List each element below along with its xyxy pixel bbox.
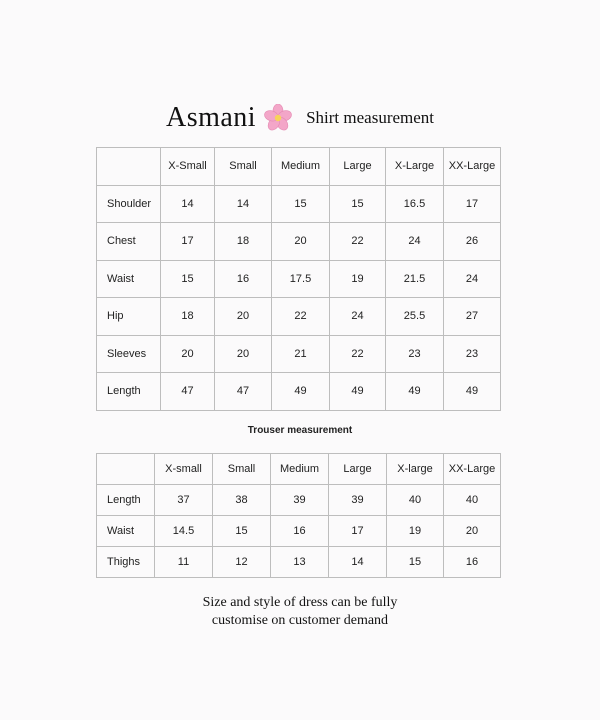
column-header: Large	[330, 148, 386, 186]
table-cell: 49	[272, 373, 330, 411]
column-header: Medium	[272, 148, 330, 186]
pink-flower-icon	[264, 104, 292, 132]
table-row	[97, 298, 501, 336]
table-cell: 15	[213, 516, 271, 547]
table-cell: 14.5	[155, 516, 213, 547]
column-header: XX-Large	[444, 148, 501, 186]
table-cell: 18	[161, 298, 215, 336]
row-label: Shoulder	[97, 185, 161, 223]
table-cell: 15	[387, 547, 444, 578]
table-cell: 17.5	[272, 260, 330, 298]
table-cell: 16	[215, 260, 272, 298]
column-header: XX-Large	[444, 454, 501, 485]
table-row	[97, 373, 501, 411]
corner-cell	[97, 148, 161, 186]
table-cell: 15	[272, 185, 330, 223]
column-header: X-large	[387, 454, 444, 485]
table-cell: 18	[215, 223, 272, 261]
table-cell: 19	[330, 260, 386, 298]
row-label: Chest	[97, 223, 161, 261]
table-cell: 16	[271, 516, 329, 547]
row-label: Sleeves	[97, 335, 161, 373]
row-label: Thighs	[97, 547, 155, 578]
table-cell: 12	[213, 547, 271, 578]
table-cell: 37	[155, 485, 213, 516]
table-cell: 21.5	[386, 260, 444, 298]
table-cell: 39	[271, 485, 329, 516]
table-cell: 14	[161, 185, 215, 223]
trouser-size-table	[96, 453, 501, 578]
table-cell: 39	[329, 485, 387, 516]
table-cell: 22	[330, 335, 386, 373]
table-cell: 20	[215, 298, 272, 336]
table-cell: 14	[329, 547, 387, 578]
table-cell: 15	[330, 185, 386, 223]
table-row	[97, 485, 501, 516]
table-cell: 38	[213, 485, 271, 516]
table-cell: 27	[444, 298, 501, 336]
column-header: X-small	[155, 454, 213, 485]
table-cell: 40	[387, 485, 444, 516]
table-row	[97, 516, 501, 547]
table-cell: 17	[444, 185, 501, 223]
table-cell: 25.5	[386, 298, 444, 336]
corner-cell	[97, 454, 155, 485]
column-header: Large	[329, 454, 387, 485]
table-cell: 24	[330, 298, 386, 336]
table-row	[97, 223, 501, 261]
table-cell: 47	[161, 373, 215, 411]
note-line-1: Size and style of dress can be fully	[202, 595, 398, 610]
note-line-2: customise on customer demand	[211, 613, 389, 628]
table-cell: 21	[272, 335, 330, 373]
table-cell: 47	[215, 373, 272, 411]
column-header: Small	[215, 148, 272, 186]
page-header	[0, 100, 600, 136]
table-cell: 17	[161, 223, 215, 261]
table-cell: 24	[386, 223, 444, 261]
row-label: Waist	[97, 516, 155, 547]
table-cell: 16	[444, 547, 501, 578]
trouser-measurement-title: Trouser measurement	[247, 425, 353, 436]
row-label: Hip	[97, 298, 161, 336]
table-cell: 49	[386, 373, 444, 411]
table-cell: 20	[444, 516, 501, 547]
table-cell: 26	[444, 223, 501, 261]
table-cell: 40	[444, 485, 501, 516]
table-cell: 16.5	[386, 185, 444, 223]
column-header: X-Large	[386, 148, 444, 186]
row-label: Length	[97, 485, 155, 516]
table-cell: 13	[271, 547, 329, 578]
table-cell: 23	[386, 335, 444, 373]
table-cell: 17	[329, 516, 387, 547]
table-row	[97, 185, 501, 223]
shirt-size-table	[96, 147, 501, 411]
table-cell: 15	[161, 260, 215, 298]
table-cell: 22	[330, 223, 386, 261]
row-label: Length	[97, 373, 161, 411]
table-cell: 20	[215, 335, 272, 373]
table-cell: 22	[272, 298, 330, 336]
table-cell: 14	[215, 185, 272, 223]
table-row	[97, 547, 501, 578]
table-header-row	[97, 148, 501, 186]
column-header: X-Small	[161, 148, 215, 186]
table-cell: 19	[387, 516, 444, 547]
table-cell: 24	[444, 260, 501, 298]
row-label: Waist	[97, 260, 161, 298]
table-cell: 49	[444, 373, 501, 411]
table-header-row	[97, 454, 501, 485]
shirt-measurement-title: Shirt measurement	[306, 108, 435, 127]
brand-name: Asmani	[165, 102, 257, 133]
table-row	[97, 260, 501, 298]
column-header: Small	[213, 454, 271, 485]
table-cell: 11	[155, 547, 213, 578]
table-cell: 23	[444, 335, 501, 373]
table-cell: 49	[330, 373, 386, 411]
table-row	[97, 335, 501, 373]
table-cell: 20	[161, 335, 215, 373]
column-header: Medium	[271, 454, 329, 485]
customisation-note	[0, 594, 600, 630]
table-cell: 20	[272, 223, 330, 261]
